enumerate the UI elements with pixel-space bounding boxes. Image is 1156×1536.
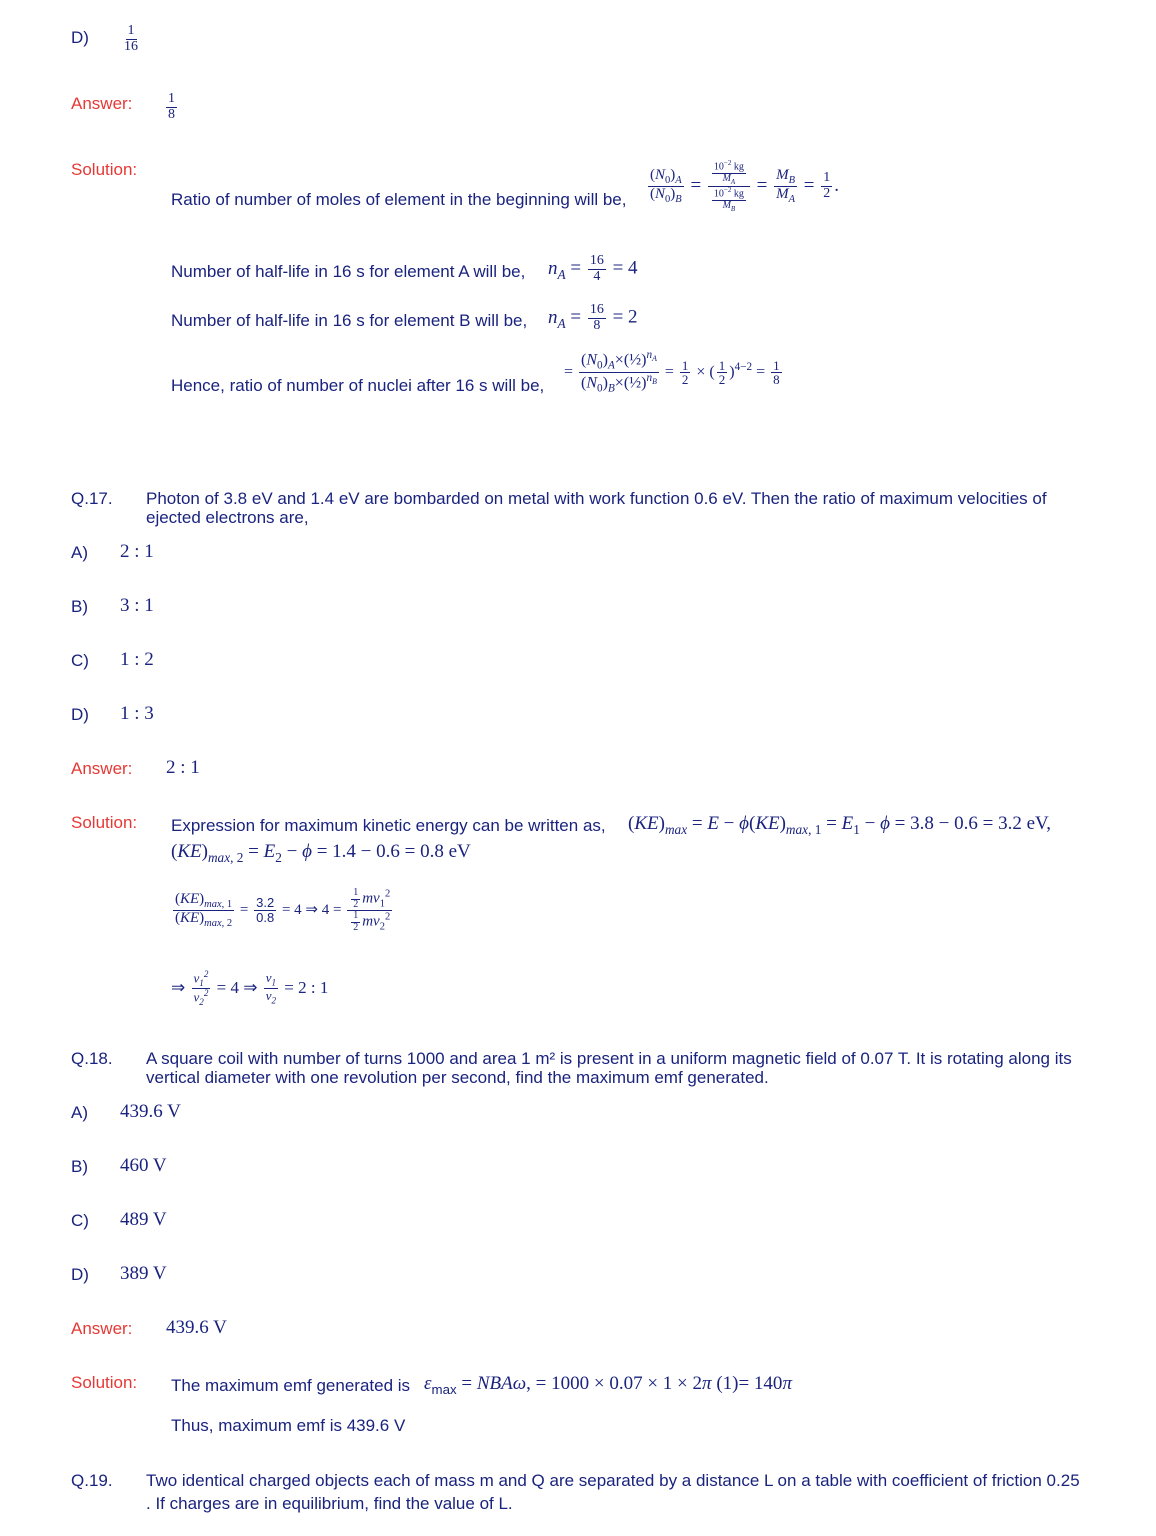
q17-ke-math-line2: $(KE)_{max, 2} = E_2 - \phi = 1.4 - 0.6 = 0.8$ eV bbox=[171, 841, 471, 865]
q18-option-c-value: 489 V bbox=[120, 1209, 167, 1230]
q17-option-b-letter: B) bbox=[71, 597, 88, 616]
q16-nuclei-ratio-math: = $\frac{(N_0)_A\times(\frac{1}{2})^{n_A}}{(N_0)_B\times(\frac{1}{2})^{n_B}}$ = $\frac{1}{2}$ × ( $\frac{1}{2}$ )$^{4-2}$ = $\frac{1}{8}$ bbox=[564, 349, 780, 395]
q17-option-c-letter: C) bbox=[71, 651, 89, 670]
q18-option-a-letter: A) bbox=[71, 1103, 88, 1122]
q18-emf-math: $\varepsilon_{max} = NBA\omega$, = 1000 × 0.07 × 1 × 2π (1)= 140π bbox=[424, 1373, 792, 1397]
q16-nb-math: $n_A$ = $\frac{16}{8}$ = 2 bbox=[548, 302, 638, 333]
solution-text: Ratio of number of moles of element in the beginning will be, bbox=[171, 190, 627, 209]
q19-question-line2: . If charges are in equilibrium, find the value of L. bbox=[146, 1494, 513, 1513]
q17-ke-math-line1: $(KE)_{max} = E - \phi(KE)_{max, 1} = E_1 - \phi = 3.8 - 0.6 = 3.2$ eV, bbox=[628, 813, 1052, 837]
q19-number: Q.19. bbox=[71, 1471, 113, 1490]
q16-na-math: $n_A$ = $\frac{16}{4}$ = 4 bbox=[548, 253, 638, 284]
q18-solution-label: Solution: bbox=[71, 1373, 138, 1392]
q17-solution-text: Expression for maximum kinetic energy can be written as, bbox=[171, 816, 606, 835]
q17-option-d-letter: D) bbox=[71, 705, 89, 724]
q16-solution-line1 bbox=[171, 190, 626, 210]
q17-answer-value: 2 : 1 bbox=[166, 757, 200, 778]
q18-option-d-letter: D) bbox=[71, 1265, 89, 1284]
q16-answer-label: Answer: bbox=[71, 94, 133, 113]
q18-option-a-value: 439.6 V bbox=[120, 1101, 181, 1122]
q17-option-b-value: 3 : 1 bbox=[120, 595, 154, 616]
q16-option-d-value bbox=[120, 24, 142, 54]
fraction-numerator: 1 bbox=[127, 23, 135, 38]
q18-option-b-letter: B) bbox=[71, 1157, 88, 1176]
q17-number: Q.17. bbox=[71, 489, 113, 508]
fraction-numerator: 1 bbox=[168, 91, 175, 106]
q16-option-d bbox=[71, 28, 89, 48]
q18-option-d-value: 389 V bbox=[120, 1263, 167, 1284]
q18-option-b-value: 460 V bbox=[120, 1155, 167, 1176]
fraction-denominator: 16 bbox=[124, 38, 138, 54]
q18-number: Q.18. bbox=[71, 1049, 113, 1068]
q18-question-line1: A square coil with number of turns 1000 and area 1 m² is present in a uniform magnetic field of 0.07 T. It is rotating along its bbox=[146, 1049, 1072, 1068]
q17-option-c-value: 1 : 2 bbox=[120, 649, 154, 670]
q17-ke-ratio-math: $\frac{(KE)_{max, 1}}{(KE)_{max, 2}}$ = $\frac{3.2}{0.8}$ = 4 ⇒ 4 = $\frac{1}{2}$ $mv_1^2$ $\frac{1}{2}$ $mv_2^2$ bbox=[175, 887, 391, 933]
solution-text: Number of half-life in 16 s for element A will be, bbox=[171, 262, 526, 281]
q17-option-a-letter: A) bbox=[71, 543, 88, 562]
q17-option-d-value: 1 : 3 bbox=[120, 703, 154, 724]
q16-answer-value bbox=[164, 92, 179, 122]
q17-solution-label: Solution: bbox=[71, 813, 138, 832]
q17-question-line2: ejected electrons are, bbox=[146, 508, 309, 527]
q18-solution-line1: The maximum emf generated is bbox=[171, 1376, 411, 1395]
q17-answer-label: Answer: bbox=[71, 759, 133, 778]
q16-ratio-math: $\frac{(N_0)_A}{(N_0)_B}$ = $\frac{\frac{10^{-2} kg}{M_A}}{\frac{10^{-2} kg}{M_B}}$ = $\frac{M_B}{M_A}$ = $\frac{1}{2}$ . bbox=[650, 159, 839, 213]
solution-text: Hence, ratio of number of nuclei after 16 s will be, bbox=[171, 376, 545, 395]
q16-solution-label: Solution: bbox=[71, 160, 138, 179]
fraction-denominator: 8 bbox=[168, 106, 175, 122]
q17-option-a-value: 2 : 1 bbox=[120, 541, 154, 562]
option-letter: D) bbox=[71, 28, 89, 47]
q18-question-line2: vertical diameter with one revolution per second, find the maximum emf generated. bbox=[146, 1068, 769, 1087]
q16-solution-line3 bbox=[171, 311, 527, 331]
q16-solution-line4 bbox=[171, 376, 544, 396]
q18-answer-value: 439.6 V bbox=[166, 1317, 227, 1338]
q18-solution-line2: Thus, maximum emf is 439.6 V bbox=[171, 1416, 406, 1435]
q18-answer-label: Answer: bbox=[71, 1319, 133, 1338]
q17-velocity-ratio-math: ⇒ $\frac{v_1^2}{v_2^2}$ = 4 ⇒ $\frac{v_1}{v_2}$ = 2 : 1 bbox=[171, 969, 329, 1008]
solution-text: Number of half-life in 16 s for element B will be, bbox=[171, 311, 528, 330]
q16-solution-line2 bbox=[171, 262, 525, 282]
q18-option-c-letter: C) bbox=[71, 1211, 89, 1230]
q19-question-line1: Two identical charged objects each of mass m and Q are separated by a distance L on a table with coefficient of friction 0.25 bbox=[146, 1471, 1080, 1490]
q17-question-line1: Photon of 3.8 eV and 1.4 eV are bombarded on metal with work function 0.6 eV. Then the ratio of maximum velocities of bbox=[146, 489, 1047, 508]
